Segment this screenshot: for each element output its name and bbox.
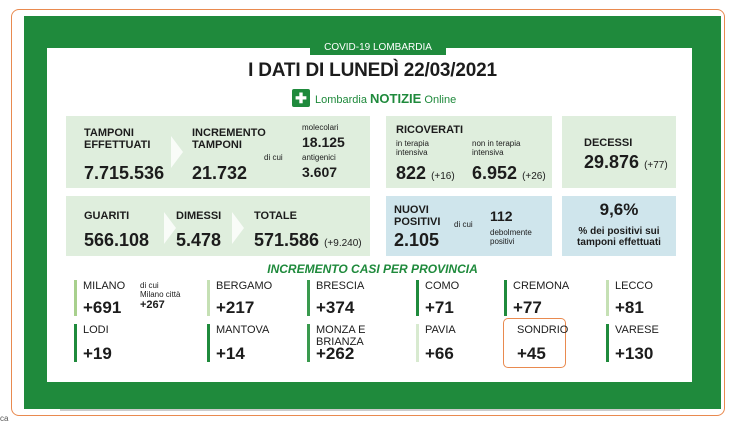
guariti-value: 566.108: [84, 230, 150, 250]
antigenici-label: antigenici: [302, 153, 336, 162]
bottom-divider: [60, 409, 680, 411]
corner-text: ca: [0, 414, 9, 423]
province-bergamo: BERGAMO +217: [207, 280, 272, 316]
province-sondrio: SONDRIO +45: [517, 324, 569, 363]
molecolari-label: molecolari: [302, 123, 339, 132]
nti-label: non in terapia intensiva: [472, 139, 521, 157]
positivi-value: 2.105: [394, 230, 440, 250]
tamponi-di-cui: di cui: [264, 153, 283, 162]
dimessi-label: DIMESSI: [176, 210, 222, 222]
tamponi-label: TAMPONI EFFETTUATI: [84, 127, 151, 151]
province-title: INCREMENTO CASI PER PROVINCIA: [267, 262, 478, 276]
positivi-di-cui: di cui: [454, 220, 473, 229]
incremento-label: INCREMENTO TAMPONI: [192, 127, 266, 151]
province-brescia: BRESCIA +374: [307, 280, 364, 316]
guariti-label: GUARITI: [84, 210, 130, 222]
province-cremona: CREMONA +77: [504, 280, 569, 316]
arrow-icon: [171, 136, 183, 168]
incremento-value: 21.732: [192, 163, 248, 183]
header-tag: COVID-19 LOMBARDIA: [310, 40, 446, 55]
tamponi-value: 7.715.536: [84, 163, 165, 183]
percent-label: % dei positivi sui tamponi effettuati: [577, 226, 661, 248]
lombardia-cross-icon: ✚: [292, 89, 310, 107]
province-pavia: PAVIA +66: [416, 324, 456, 362]
province-lodi: LODI +19: [74, 324, 109, 362]
ricoverati-label: RICOVERATI: [396, 124, 464, 136]
province-lecco: LECCO +81: [606, 280, 653, 316]
arrow-icon: [232, 212, 244, 244]
province-milano: MILANO +691: [74, 280, 125, 316]
debol-label: debolmente positivi: [490, 228, 532, 246]
milano-note: di cui Milano città +267: [140, 281, 181, 311]
nti-value: 6.952 (+26): [472, 163, 546, 183]
page-title: I DATI DI LUNEDÌ 22/03/2021: [248, 60, 497, 81]
molecolari-value: 18.125: [302, 134, 345, 150]
positivi-label: NUOVI POSITIVI: [394, 204, 441, 228]
logo-text: Lombardia NOTIZIE Online: [315, 90, 457, 106]
decessi-value: 29.876 (+77): [584, 152, 668, 172]
province-como: COMO +71: [416, 280, 459, 316]
totale-label: TOTALE: [254, 210, 297, 222]
province-mantova: MANTOVA +14: [207, 324, 269, 362]
totale-value: 571.586 (+9.240): [254, 230, 362, 250]
dimessi-value: 5.478: [176, 230, 222, 250]
logo: [292, 88, 456, 108]
ti-label: in terapia intensiva: [396, 139, 429, 157]
arrow-icon: [164, 212, 176, 244]
ti-value: 822 (+16): [396, 163, 455, 183]
debol-value: 112: [490, 208, 513, 224]
decessi-label: DECESSI: [584, 137, 633, 149]
province-varese: VARESE +130: [606, 324, 659, 362]
percent-value: 9,6%: [599, 200, 639, 219]
province-monza: MONZA E BRIANZA +262: [307, 324, 386, 362]
antigenici-value: 3.607: [302, 164, 338, 180]
